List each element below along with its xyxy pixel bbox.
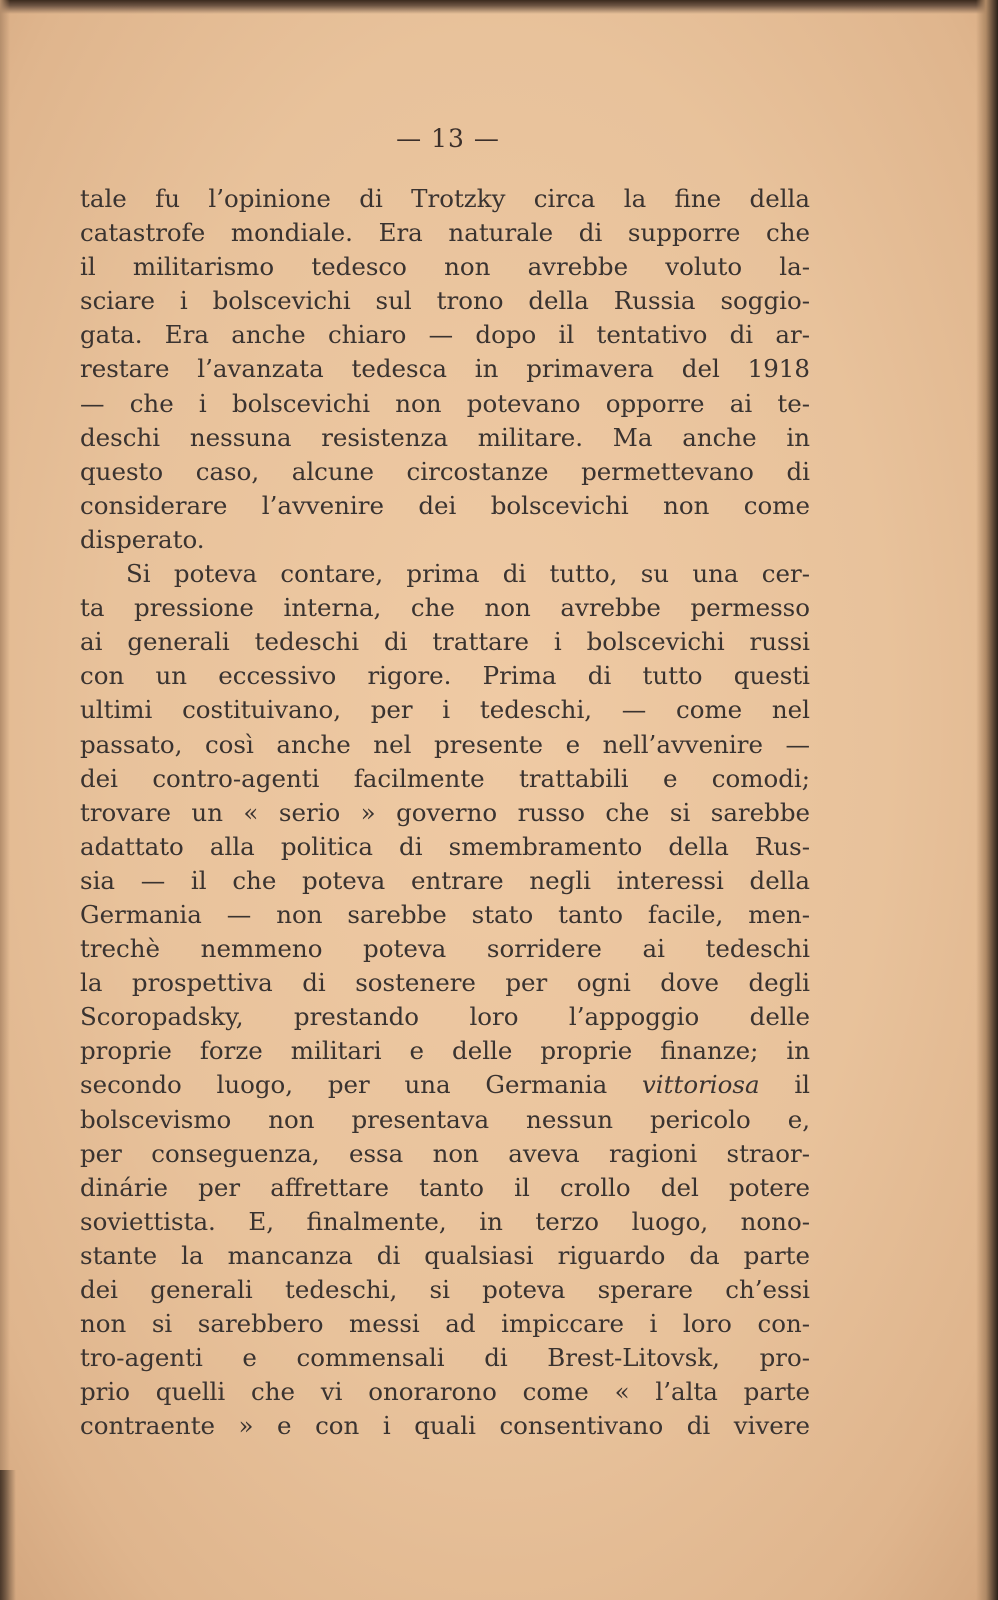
text-line: adattato alla politica di smembramento della Rus- (80, 831, 810, 861)
text-line: trechè nemmeno poteva sorridere ai tedeschi (80, 934, 810, 964)
text-line: — che i bolscevichi non potevano opporre ai te- (80, 388, 810, 418)
text-line: sia — il che poteva entrare negli interessi della (80, 865, 810, 895)
page-left-edge (0, 0, 10, 1600)
text-line: sciare i bolscevichi sul trono della Russia soggio- (80, 286, 810, 316)
text-line: ta pressione interna, che non avrebbe permesso (80, 593, 810, 623)
page-stain (0, 1470, 16, 1600)
text-line: la prospettiva di sostenere per ogni dove degli (80, 968, 810, 998)
text-line: Germania — non sarebbe stato tanto facile, men- (80, 899, 810, 929)
text-line: tro-agenti e commensali di Brest-Litovsk, pro- (80, 1343, 810, 1373)
text-line: contraente » e con i quali consentivano di vivere (80, 1411, 810, 1441)
text-line: passato, così anche nel presente e nell’avvenire — (80, 729, 810, 759)
text-line: dinárie per affrettare tanto il crollo del potere (80, 1172, 810, 1202)
text-line: Scoropadsky, prestando loro l’appoggio delle (80, 1002, 810, 1032)
text-line: il militarismo tedesco non avrebbe voluto la- (80, 252, 810, 282)
text-line: considerare l’avvenire dei bolscevichi non come (80, 490, 810, 520)
text-line: non si sarebbero messi ad impiccare i loro con- (80, 1309, 810, 1339)
text-line: disperato. (80, 524, 205, 554)
text-line: gata. Era anche chiaro — dopo il tentativo di ar- (80, 320, 810, 350)
text-line: ai generali tedeschi di trattare i bolscevichi russi (80, 627, 810, 657)
text-line: per conseguenza, essa non aveva ragioni straor- (80, 1138, 810, 1168)
text-line: deschi nessuna resistenza militare. Ma anche in (80, 422, 810, 452)
text-line: ultimi costituivano, per i tedeschi, — come nel (80, 695, 810, 725)
text-line: soviettista. E, finalmente, in terzo luogo, nono- (80, 1206, 810, 1236)
line-segment: secondo luogo, per una Germania (80, 1070, 642, 1100)
text-line: prio quelli che vi onorarono come « l’alta parte (80, 1377, 810, 1407)
text-line: trovare un « serio » governo russo che si sarebbe (80, 797, 810, 827)
text-line: bolscevismo non presentava nessun pericolo e, (80, 1104, 810, 1134)
italic-word: vittoriosa (641, 1070, 760, 1100)
text-line-with-italic (80, 1068, 810, 1102)
line-segment: il (759, 1070, 810, 1100)
text-line: restare l’avanzata tedesca in primavera del 1918 (80, 354, 810, 384)
text-line: dei contro-agenti facilmente trattabili e comodi; (80, 763, 810, 793)
text-line: con un eccessivo rigore. Prima di tutto questi (80, 661, 810, 691)
page-top-edge (0, 0, 998, 14)
text-line: catastrofe mondiale. Era naturale di supporre che (80, 218, 810, 248)
text-line: tale fu l’opinione di Trotzky circa la fine della (80, 184, 810, 213)
text-line: dei generali tedeschi, si poteva sperare ch’essi (80, 1275, 810, 1304)
body-text (80, 182, 810, 1443)
page-right-edge (976, 0, 998, 1600)
text-line: questo caso, alcune circostanze permettevano di (80, 456, 810, 486)
text-line: proprie forze militari e delle proprie finanze; in (80, 1036, 810, 1066)
paragraph-first-line: Si poteva contare, prima di tutto, su una cer- (126, 559, 810, 589)
text-line: stante la mancanza di qualsiasi riguardo da parte (80, 1240, 810, 1270)
page-number: — 13 — (396, 124, 500, 153)
